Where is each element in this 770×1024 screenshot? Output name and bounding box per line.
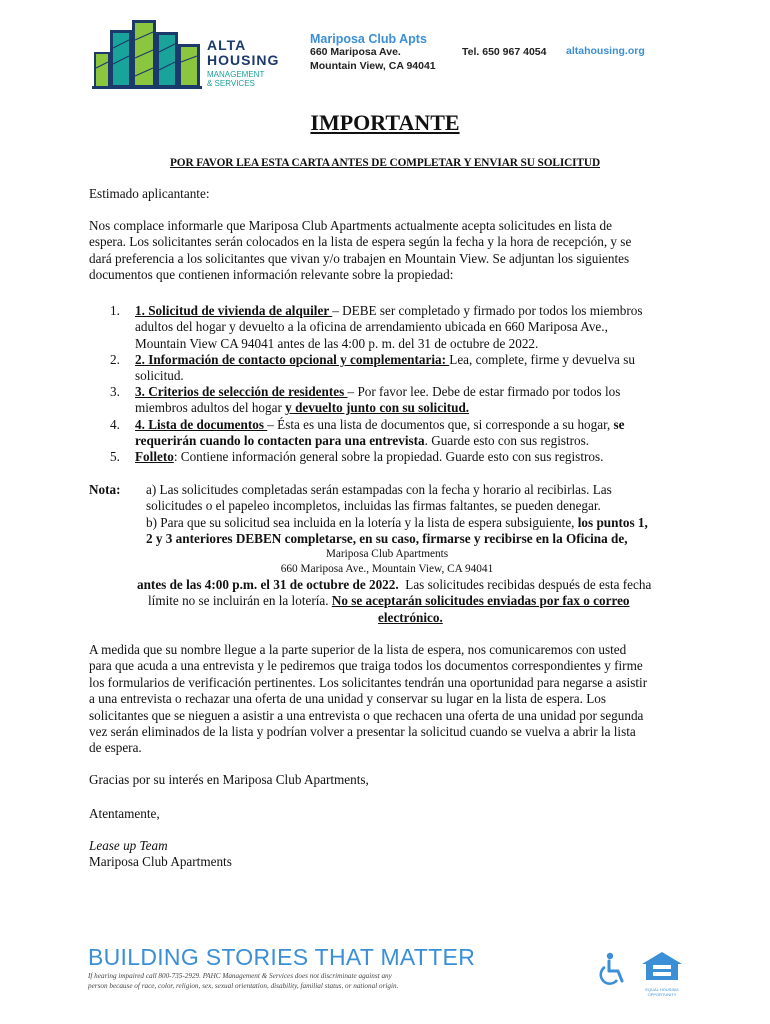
page-title: IMPORTANTE [310,110,460,135]
list-item-text: . Guarde esto con sus registros. [424,433,590,449]
list-number: 2. [110,352,120,367]
list-number: 4. [110,417,120,432]
thanks-line: Gracias por su interés en Mariposa Club Apartments, [89,772,369,787]
list-item-title: 2. Información de contacto opcional y complementaria: [135,352,450,367]
deadline-emphasis: antes de las 4:00 p.m. el 31 de octubre de 2022. [137,577,399,592]
paragraph-line: de espera. [89,740,142,756]
list-item-text: adultos del hogar y devuelto a la oficina de arrendamiento ubicada en 660 Mariposa Ave., [135,319,608,335]
nota-label: Nota: [89,482,121,497]
list-item-text: Mountain View CA 94041 antes de las 4:00 p. m. del 31 de octubre de 2022. [135,335,539,351]
alta-housing-logo [92,18,280,90]
nota-emphasis: los puntos 1, [577,514,648,530]
nota-block [146,482,686,548]
list-item-emphasis: requerirán cuando lo contacten para una entrevista [135,433,425,449]
signature-team: Lease up Team [89,838,168,853]
footer-slogan: BUILDING STORIES THAT MATTER [88,944,476,970]
address-line-2: Mountain View, CA 94041 [310,60,436,72]
list-item-text: – DEBE ser completado y firmado por todos los miembros [332,303,643,318]
footer-legal-line: person because of race, color, religion, sex, sexual orientation, disability, familial status, or national origin. [88,982,399,990]
nota-deadline [137,577,697,626]
nota-emphasis: 2 y 3 anteriores DEBEN completarse, en su caso, firmarse y recibirse en la Oficina de, [146,531,628,547]
list-item-title: 4. Lista de documentos [135,417,268,432]
paragraph-line: a una entrevista o rechazar una oferta de una unidad y conservar su lugar en la lista de espera. Los [89,691,607,707]
paragraph-line: los formularios de verificación pertinentes. Los solicitantes tendrán una oportunidad para negarse a asistir [89,674,648,690]
logo-word-alta: ALTA [207,37,247,53]
intro-line: dará preferencia a los solicitantes que vivan y/o trabajen en Mountain View. Se adjuntan los siguientes [89,250,630,266]
greeting: Estimado aplicantante: [89,186,210,201]
equal-housing-icon [639,950,685,997]
list-item-title: 1. Solicitud de vivienda de alquiler [135,303,333,318]
nota-emphasis: electrónico. [378,609,443,625]
list-item-text: solicitud. [135,368,184,384]
list-item-text: Lea, complete, firme y devuelva su [449,352,635,367]
list-item-title: 3. Criterios de selección de residentes [135,384,348,399]
telephone: Tel. 650 967 4054 [462,46,547,58]
list-item-text: – Ésta es una lista de documentos que, si corresponde a su hogar, [267,417,614,432]
nota-address-line: Mariposa Club Apartments [325,548,449,560]
logo-word-management: MANAGEMENT [207,70,265,79]
nota-address-line: 660 Mariposa Ave., Mountain View, CA 94041 [280,562,494,575]
buildings-icon [92,18,204,90]
list-number: 3. [110,384,120,399]
intro-line: espera. Los solicitantes serán colocados en la lista de espera según la fecha y la hora de recepción, y se [89,234,632,250]
paragraph-line: para que acuda a una entrevista y le pediremos que traiga todos los documentos correspondientes y firme [89,658,643,674]
nota-line: límite no se incluirán en la lotería. [148,593,332,609]
logo-word-housing: HOUSING [207,52,280,68]
list-item-title: Folleto [135,449,174,464]
list-number: 1. [110,303,120,318]
paragraph-line: vez serán eliminados de la lista y podrían volver a presentar la solicitud cuando se vuelva a abrir la lista [89,724,636,740]
list-item-text: : Contiene información general sobre la propiedad. Guarde esto con sus registros. [173,449,604,464]
intro-paragraph [89,218,689,284]
nota-line: a) Las solicitudes completadas serán estampadas con la fecha y horario al recibirlas. Las [146,482,612,497]
logo-word-services: & SERVICES [207,79,255,88]
nota-line: b) Para que su solicitud sea incluida en la lotería y la lista de espera subsiguiente, [146,514,578,530]
page-subtitle: POR FAVOR LEA ESTA CARTA ANTES DE COMPLETAR Y ENVIAR SU SOLICITUD [169,157,601,169]
equal-housing-text: EQUAL HOUSING OPPORTUNITY [645,987,679,997]
paragraph-line: A medida que su nombre llegue a la parte superior de la lista de espera, nos comunicaremos con usted [89,642,627,657]
list-item-text: miembros adultos del hogar [135,400,286,416]
paragraph-line: solicitantes que se nieguen a asistir a una entrevista o que rechacen una oferta de una unidad por segunda [89,707,644,723]
list-number: 5. [110,449,120,464]
list-item-emphasis: y devuelto junto con su solicitud. [285,400,470,416]
signature-company: Mariposa Club Apartments [89,854,232,869]
nota-address [146,547,628,577]
list-item-emphasis: se [613,417,625,432]
list-item-text: – Por favor lee. Debe de estar firmado por todos los [347,384,621,399]
nota-line: solicitudes o el papeleo incompletos, incluidas las firmas faltantes, se pueden denegar. [146,498,601,514]
accessibility-icon [598,952,628,991]
footer-legal [88,971,508,991]
website-link[interactable]: altahousing.org [566,45,645,57]
nota-emphasis: No se aceptarán solicitudes enviadas por fax o correo [331,593,630,609]
address-line-1: 660 Mariposa Ave. [310,46,401,58]
waitlist-paragraph [89,642,699,757]
property-name: Mariposa Club Apts [310,32,427,46]
closing-line: Atentamente, [89,806,160,821]
intro-line: Nos complace informarle que Mariposa Club Apartments actualmente acepta solicitudes en lista de [89,218,612,233]
intro-line: documentos que contienen información relevante sobre la propiedad: [89,267,454,283]
nota-line: Las solicitudes recibidas después de esta fecha [398,577,652,592]
footer-legal-line: If hearing impaired call 800-735-2929. PAHC Management & Services does not discriminate against any [88,972,392,980]
